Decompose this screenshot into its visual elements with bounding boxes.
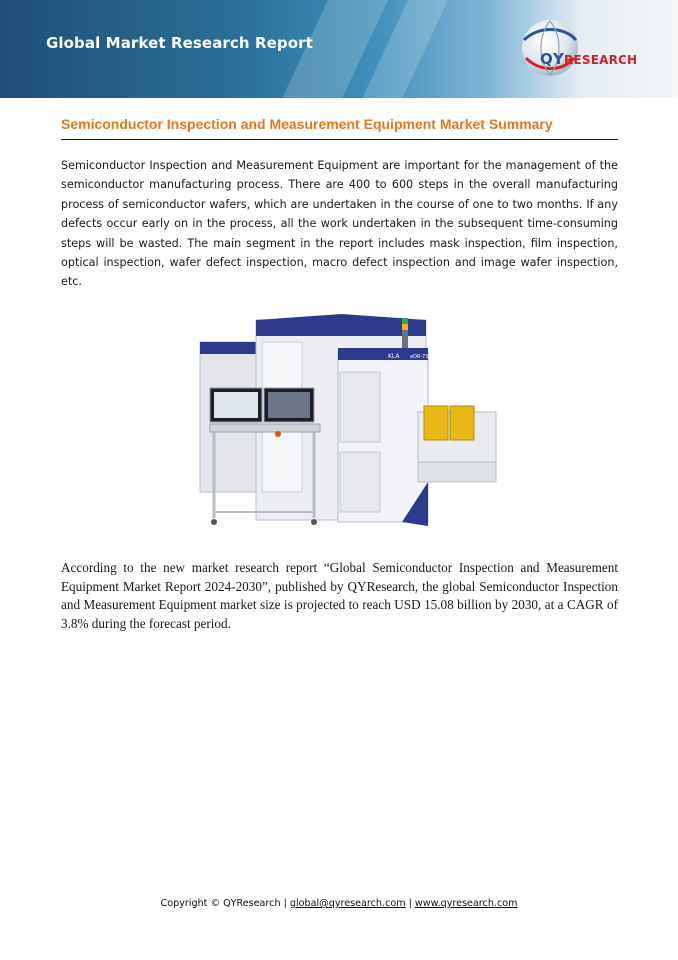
machine-brand-label: KLA [388, 353, 400, 360]
report-paragraph: According to the new market research report “Global Semiconductor Inspection and Measurement Equipment Market Report 2024-2030”, published by QYResearch, the global Semiconductor Inspection and Measurement Equipment market size is projected to reach USD 15.08 billion by 2030, at a CAGR of 3.8% during the forecast period. [61, 560, 618, 631]
footer-copyright: Copyright © QYResearch [160, 898, 281, 909]
page-footer [0, 898, 678, 909]
footer-email-link[interactable]: global@qyresearch.com [289, 898, 406, 909]
header-banner [0, 0, 678, 98]
footer-separator: | [283, 898, 287, 909]
report-header-title: Global Market Research Report [46, 34, 313, 52]
summary-title: Semiconductor Inspection and Measurement Equipment Market Summary [61, 116, 553, 132]
summary-paragraph: Semiconductor Inspection and Measurement Equipment are important for the management of the semiconductor manufacturing process. There are 400 to 600 steps in the overall manufacturing process of semiconductor wafers, which are undertaken in the course of one to two months. If any defects occur early on in the process, all the work undertaken in the subsequent time-consuming steps will be wasted. The main segment in the report includes mask inspection, film inspection, optical inspection, wafer defect inspection, macro defect inspection and image wafer inspection, etc. [61, 159, 618, 289]
footer-website-link[interactable]: www.qyresearch.com [414, 898, 518, 909]
inspection-equipment-photo [192, 312, 502, 550]
machine-model-label: eDR-7380 [410, 354, 435, 360]
qyresearch-logo-text [540, 50, 637, 68]
logo-mark-text: QY [540, 50, 565, 68]
footer-separator: | [408, 898, 412, 909]
logo-rest-text: RESEARCH [564, 53, 638, 67]
title-divider [61, 139, 618, 140]
